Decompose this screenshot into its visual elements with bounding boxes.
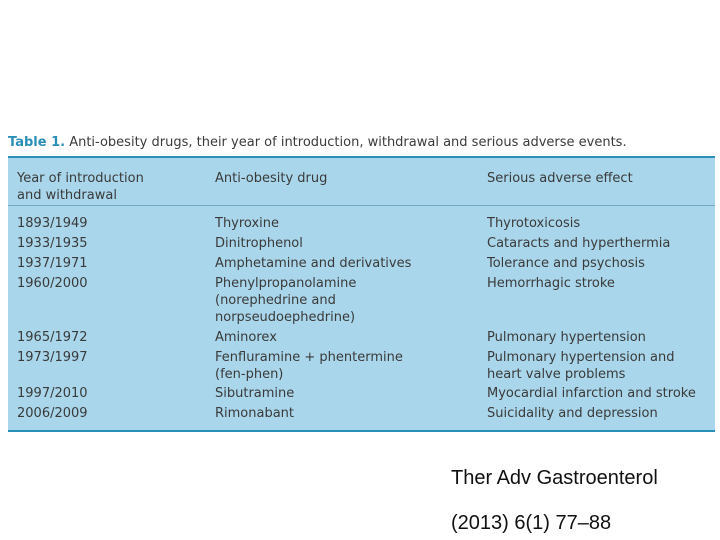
drug-table: [8, 156, 715, 432]
table-row: [8, 235, 715, 255]
effect-cell: Thyrotoxicosis: [487, 216, 581, 231]
effect-cell: Hemorrhagic stroke: [487, 276, 615, 291]
year-cell: 1960/2000: [17, 276, 88, 291]
year-cell: 1933/1935: [17, 236, 88, 251]
drug-cell: Fenfluramine + phentermine (fen-phen): [215, 350, 403, 382]
effect-cell: Myocardial infarction and stroke: [487, 386, 696, 401]
effect-cell: Suicidality and depression: [487, 406, 658, 421]
effect-cell: Pulmonary hypertension: [487, 330, 646, 345]
header-effect: Serious adverse effect: [487, 171, 633, 186]
table-row: [8, 275, 715, 329]
table-row: [8, 215, 715, 235]
drug-cell: Amphetamine and derivatives: [215, 256, 412, 271]
table-row: [8, 255, 715, 275]
drug-cell: Dinitrophenol: [215, 236, 303, 251]
header-year: Year of introduction and withdrawal: [17, 171, 144, 203]
table-header: [8, 158, 715, 206]
drug-cell: Aminorex: [215, 330, 277, 345]
drug-cell: Thyroxine: [215, 216, 280, 231]
table-caption: [8, 134, 714, 152]
year-cell: 2006/2009: [17, 406, 88, 421]
citation-reference: (2013) 6(1) 77–88: [451, 512, 612, 534]
drug-cell: Rimonabant: [215, 406, 295, 421]
effect-cell: Tolerance and psychosis: [487, 256, 645, 271]
drug-cell: Sibutramine: [215, 386, 295, 401]
table-row: [8, 405, 715, 425]
effect-cell: Cataracts and hyperthermia: [487, 236, 671, 251]
year-cell: 1965/1972: [17, 330, 88, 345]
effect-cell: Pulmonary hypertension and heart valve problems: [487, 350, 675, 382]
year-cell: 1893/1949: [17, 216, 88, 231]
table-row: [8, 329, 715, 349]
citation-journal: Ther Adv Gastroenterol: [451, 467, 658, 489]
table-title: Anti-obesity drugs, their year of introduction, withdrawal and serious adverse events.: [69, 135, 627, 150]
table-body: [8, 215, 715, 425]
drug-cell: Phenylpropanolamine (norephedrine and norpseudoephedrine): [215, 276, 357, 325]
table-row: [8, 349, 715, 385]
table-row: [8, 385, 715, 405]
header-drug: Anti-obesity drug: [215, 171, 328, 186]
year-cell: 1937/1971: [17, 256, 88, 271]
year-cell: 1997/2010: [17, 386, 88, 401]
year-cell: 1973/1997: [17, 350, 88, 365]
table-label: Table 1.: [8, 135, 66, 150]
